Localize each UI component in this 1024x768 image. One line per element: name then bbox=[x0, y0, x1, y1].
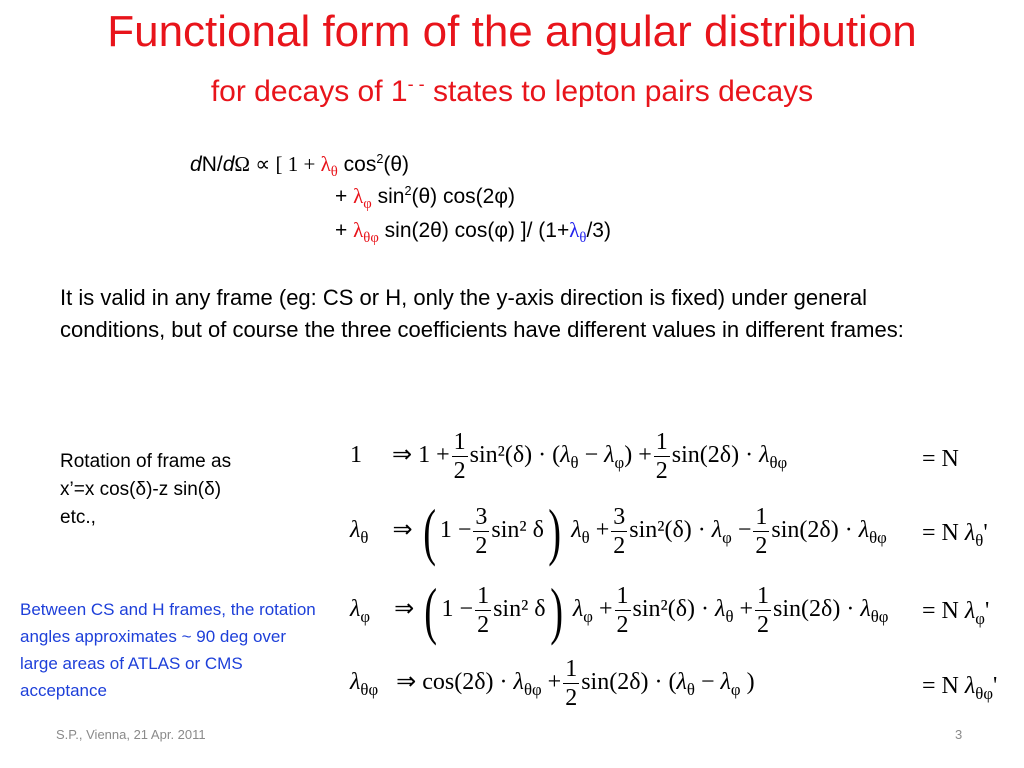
equation-lambda-thetaphi-rhs: = N $\lambda_{\theta\varphi}'$ bbox=[922, 673, 998, 703]
formula-line-3: + $\lambda_{\theta\varphi}$ sin(2θ) cos(φ) ]/ $(1+\lambda_\theta/3)$ bbox=[335, 218, 611, 247]
footer-source: S.P., Vienna, 21 Apr. 2011 bbox=[56, 727, 206, 742]
equation-lambda-phi: $\lambda_\varphi$ ⇒ ( 1 − $\frac{1}{2}$ sin² δ) $\lambda_\varphi$ + $\frac{1}{2}$ $\sin^2(\delta) \cdot \lambda_\theta$ + $\frac{1}{2}$ $\sin(2\delta) \cdot \lambda_{\theta\varphi}$ bbox=[350, 574, 889, 646]
equation-lambda-phi-rhs: = N $\lambda_\varphi'$ bbox=[922, 598, 990, 628]
equation-lambda-theta-rhs: = N $\lambda_\theta'$ bbox=[922, 520, 988, 550]
formula-line-1: dN/dΩ ∝ [ $1 + \lambda_\theta$ $\cos^2(\theta)$ bbox=[190, 152, 410, 181]
equation-normalization-rhs: = N bbox=[922, 446, 959, 472]
validity-paragraph: It is valid in any frame (eg: CS or H, only the y-axis direction is fixed) under general conditions, but of course the three coefficients have different values in different frames: bbox=[60, 285, 904, 342]
frames-note: Between CS and H frames, the rotation angles approximates ~ 90 deg over large areas of ATLAS or CMS acceptance bbox=[20, 600, 316, 700]
slide-subtitle: for decays of 1- - states to lepton pairs decays bbox=[210, 74, 814, 108]
rotation-text: Rotation of frame as x’=x cos(δ)-z sin(δ) etc., bbox=[60, 451, 232, 528]
formula-line-2: + $\lambda_\varphi$ $\sin^2(\theta)$ cos(2φ) bbox=[335, 184, 515, 213]
equation-lambda-theta: $\lambda_\theta$ ⇒ ( 1 − $\frac{3}{2}$ sin² δ) $\lambda_\theta$ + $\frac{3}{2}$ $\sin^2(\delta) \cdot \lambda_\varphi$ − $\frac{1}{2}$ $\sin(2\delta) \cdot \lambda_{\theta\varphi}$ bbox=[350, 495, 887, 567]
slide-title: Functional form of the angular distribution bbox=[107, 7, 917, 56]
page-number: 3 bbox=[955, 727, 963, 742]
equation-lambda-thetaphi: $\lambda_{\theta\varphi}$ ⇒ $\cos(2\delta) \cdot \lambda_{\theta\varphi}$ + $\frac{1}{2}$ $\sin(2\delta) \cdot (\lambda_\theta - \lambda_\varphi$ ) bbox=[350, 656, 755, 711]
equation-normalization: 1 ⇒ 1 + $\frac{1}{2}$ $\sin^2(\delta) \cdot (\lambda_\theta - \lambda_\varphi)$ + $\frac{1}{2}$ $\sin(2\delta) \cdot \lambda_{\theta\varphi}$ bbox=[350, 429, 788, 484]
